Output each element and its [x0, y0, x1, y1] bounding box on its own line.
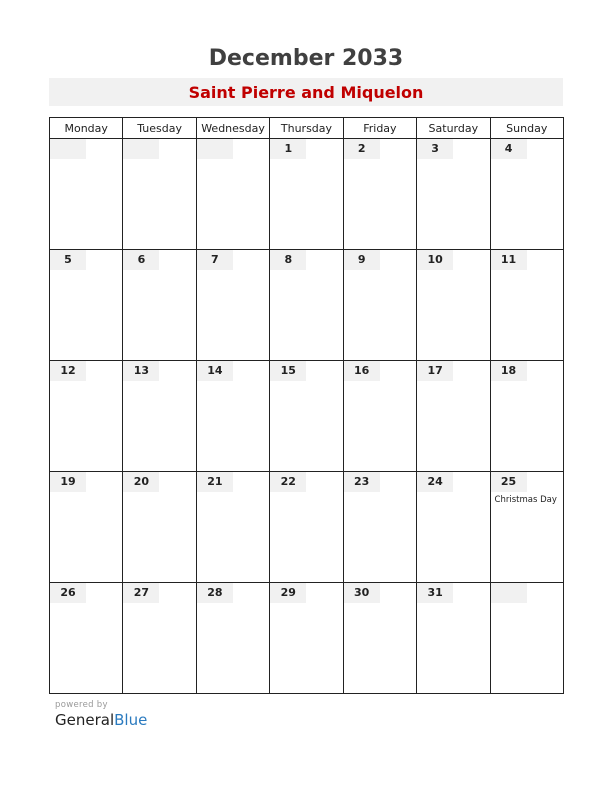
day-number-bar: [50, 472, 86, 492]
day-number-bar: [491, 139, 527, 159]
day-cell[interactable]: [196, 472, 269, 583]
day-number-bar: [491, 361, 527, 381]
day-number-bar: [123, 361, 159, 381]
day-number-bar: [417, 250, 453, 270]
day-cell[interactable]: [343, 250, 416, 361]
brand-name-part1: General: [55, 711, 115, 729]
day-number: 1: [284, 142, 293, 155]
day-number: 8: [284, 253, 293, 266]
day-number-bar: [417, 139, 453, 159]
day-number-bar: [344, 361, 380, 381]
day-number-bar: [344, 583, 380, 603]
powered-by-label: powered by: [55, 700, 108, 710]
day-number: 18: [500, 364, 517, 377]
day-number-bar: [123, 139, 159, 159]
weekday-header: Wednesday: [196, 118, 269, 139]
day-cell[interactable]: [343, 583, 416, 694]
day-cell[interactable]: [490, 583, 563, 694]
day-number: 20: [133, 475, 150, 488]
page-title: December 2033: [208, 46, 404, 71]
week-row: [50, 250, 564, 361]
day-number: 13: [133, 364, 150, 377]
day-number-bar: [344, 139, 380, 159]
day-cell[interactable]: [270, 472, 343, 583]
day-cell[interactable]: [343, 139, 416, 250]
day-cell[interactable]: [123, 139, 196, 250]
day-number: 14: [207, 364, 223, 377]
day-number: 21: [207, 475, 223, 488]
day-number-bar: [197, 472, 233, 492]
day-number-bar: [270, 361, 306, 381]
day-number-bar: [344, 472, 380, 492]
day-cell[interactable]: [50, 361, 123, 472]
weekday-header: Tuesday: [123, 118, 196, 139]
day-number: 12: [60, 364, 76, 377]
week-row: [50, 139, 564, 250]
week-row: [50, 583, 564, 694]
day-cell[interactable]: [490, 139, 563, 250]
day-cell[interactable]: [270, 361, 343, 472]
calendar-grid: [49, 117, 564, 694]
brand-name-part2: Blue: [114, 711, 148, 729]
day-number-bar: [417, 361, 453, 381]
day-number: 30: [354, 586, 370, 599]
day-number-bar: [50, 250, 86, 270]
day-number-bar: [417, 472, 453, 492]
day-number-bar: [197, 583, 233, 603]
week-row: [50, 472, 564, 583]
day-cell[interactable]: [270, 583, 343, 694]
day-cell[interactable]: [123, 583, 196, 694]
day-cell[interactable]: [50, 583, 123, 694]
day-number-bar: [50, 361, 86, 381]
country-banner: [49, 78, 563, 106]
weekday-header-row: [50, 118, 564, 139]
day-cell[interactable]: [417, 139, 490, 250]
day-number: 25: [500, 475, 517, 488]
day-cell[interactable]: [417, 250, 490, 361]
day-number-bar: [197, 250, 233, 270]
day-number: 10: [427, 253, 443, 266]
day-cell[interactable]: [343, 361, 416, 472]
day-cell[interactable]: [417, 472, 490, 583]
day-cell[interactable]: [196, 583, 269, 694]
day-number-bar: [491, 583, 527, 603]
day-number-bar: [123, 472, 159, 492]
country-name: Saint Pierre and Miquelon: [188, 83, 424, 102]
day-number-bar: [197, 139, 233, 159]
day-cell[interactable]: [490, 472, 563, 583]
day-number-bar: [270, 472, 306, 492]
day-cell[interactable]: [196, 250, 269, 361]
day-number-bar: [123, 583, 159, 603]
day-number-bar: [491, 250, 527, 270]
weekday-header: Sunday: [490, 118, 563, 139]
day-cell[interactable]: [490, 250, 563, 361]
day-number: 2: [357, 142, 366, 155]
day-number: 15: [280, 364, 296, 377]
day-number: 3: [431, 142, 439, 155]
day-number: 27: [133, 586, 150, 599]
day-number: 29: [280, 586, 296, 599]
weekday-header: Saturday: [417, 118, 490, 139]
week-row: [50, 361, 564, 472]
day-number-bar: [50, 583, 86, 603]
day-number: 26: [60, 586, 76, 599]
day-number: 16: [354, 364, 370, 377]
day-cell[interactable]: [196, 361, 269, 472]
day-cell[interactable]: [50, 139, 123, 250]
day-number: 22: [280, 475, 296, 488]
day-cell[interactable]: [196, 139, 269, 250]
day-number: 9: [357, 253, 366, 266]
day-number: 23: [354, 475, 370, 488]
day-number: 24: [427, 475, 443, 488]
day-number-bar: [270, 250, 306, 270]
footer: [55, 700, 147, 729]
day-cell[interactable]: [123, 472, 196, 583]
day-number: 28: [207, 586, 223, 599]
day-number-bar: [123, 250, 159, 270]
day-cell[interactable]: [123, 361, 196, 472]
day-number: 4: [504, 142, 513, 155]
day-number: 31: [427, 586, 443, 599]
day-number: 7: [211, 253, 219, 266]
day-cell[interactable]: [417, 583, 490, 694]
holiday-label: Christmas Day: [494, 495, 557, 505]
day-number: 6: [137, 253, 146, 266]
day-cell[interactable]: [270, 139, 343, 250]
day-number-bar: [197, 361, 233, 381]
day-number: 17: [427, 364, 443, 377]
day-cell[interactable]: [343, 472, 416, 583]
day-number-bar: [270, 139, 306, 159]
brand-logo[interactable]: [55, 711, 147, 729]
day-cell[interactable]: [50, 250, 123, 361]
day-number-bar: [417, 583, 453, 603]
day-cell[interactable]: [490, 361, 563, 472]
day-number: 11: [500, 253, 517, 266]
day-number-bar: [491, 472, 527, 492]
day-number-bar: [270, 583, 306, 603]
weekday-header: Friday: [343, 118, 416, 139]
weekday-header: Thursday: [270, 118, 343, 139]
day-number-bar: [344, 250, 380, 270]
day-cell[interactable]: [270, 250, 343, 361]
day-number: 5: [64, 253, 72, 266]
day-cell[interactable]: [123, 250, 196, 361]
day-number: 19: [60, 475, 76, 488]
day-number-bar: [50, 139, 86, 159]
day-cell[interactable]: [50, 472, 123, 583]
weekday-header: Monday: [50, 118, 123, 139]
day-cell[interactable]: [417, 361, 490, 472]
